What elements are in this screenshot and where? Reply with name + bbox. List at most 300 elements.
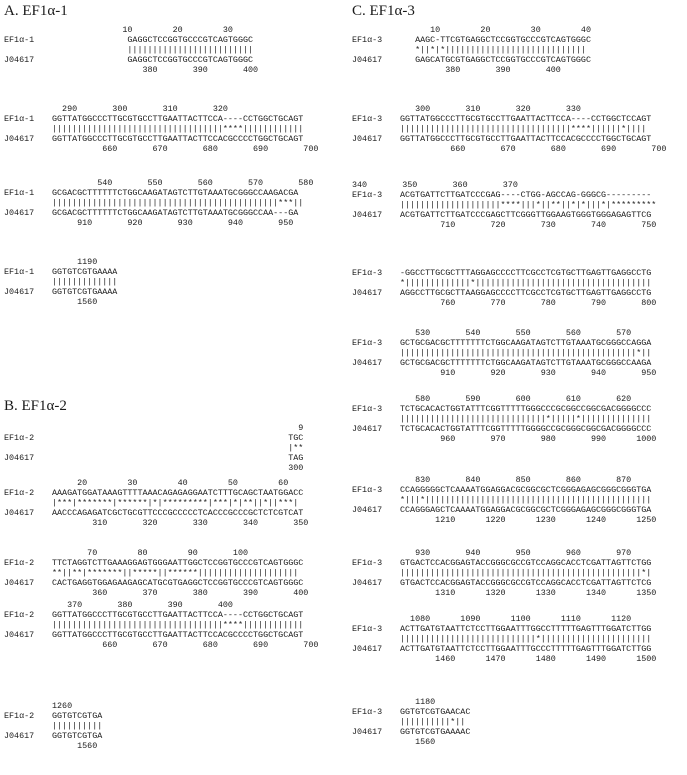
reference-sequence-label: J04617 xyxy=(4,208,35,218)
reference-sequence-label: J04617 xyxy=(4,287,35,297)
reference-position-numbers: 760 770 780 790 800 xyxy=(400,298,657,308)
query-sequence: CCAGGGGGCTCAAAATGGAGGACGCGGCGCTCGGGAGAGCGGGCGGGTGA xyxy=(400,485,652,495)
reference-sequence-line xyxy=(4,731,102,741)
panel-a-block-1 xyxy=(4,25,258,75)
reference-sequence-line xyxy=(352,505,656,515)
query-position-numbers-line xyxy=(352,104,666,114)
panel-a-block-2 xyxy=(4,104,318,154)
match-line: ||||||||||||||||||||||||||||||||||****|||||||||||| xyxy=(52,620,304,630)
query-position-numbers-line xyxy=(4,178,313,188)
match-line: |||||||||||||||||||||||||||||*|||||*|||||||||||||| xyxy=(400,414,652,424)
reference-position-numbers-label xyxy=(4,518,52,528)
panel-c-block-6 xyxy=(352,394,656,444)
reference-sequence-label: J04617 xyxy=(4,578,35,588)
query-position-numbers-label xyxy=(352,25,400,35)
reference-sequence-line xyxy=(352,727,470,737)
query-position-numbers: 10 20 30 40 xyxy=(400,25,591,35)
query-sequence-line xyxy=(4,558,308,568)
reference-sequence: GAGGCTCCGGTGCCCGTCAGTGGGC xyxy=(52,55,254,65)
query-position-numbers-line xyxy=(352,394,656,404)
reference-sequence-label: J04617 xyxy=(352,134,383,144)
reference-position-numbers-line xyxy=(4,65,258,75)
query-sequence: ACGTGATTCTTGATCCCGAG----CTGG-AGCCAG-GGGCG--------- xyxy=(400,190,652,200)
match-line-line xyxy=(4,277,117,287)
reference-position-numbers-line xyxy=(352,434,656,444)
query-sequence-line xyxy=(4,114,318,124)
reference-sequence: ACTTGATGTAATTCTCCTTGGAATTTGCCCTTTTTGAGTTTGGATCTTGG xyxy=(400,644,652,654)
query-sequence: AAGC-TTCGTGAGGCTCCGGTGCCCGTCAGTGGGC xyxy=(400,35,591,45)
reference-sequence-label: J04617 xyxy=(4,731,35,741)
reference-sequence-line xyxy=(352,644,656,654)
reference-position-numbers-line xyxy=(4,144,318,154)
query-position-numbers: 9 xyxy=(52,423,304,433)
query-sequence-label: EF1α-2 xyxy=(4,558,35,568)
query-position-numbers-label xyxy=(4,423,52,433)
reference-sequence-label: J04617 xyxy=(352,505,383,515)
match-line-line xyxy=(4,443,303,453)
query-sequence: GCGACGCTTTTTTCTGGCAAGATAGTCTTGTAAATGCGGGCCAAGACGA xyxy=(52,188,299,198)
reference-position-numbers-label xyxy=(352,434,400,444)
query-position-numbers-label xyxy=(352,548,400,558)
reference-position-numbers: 1560 xyxy=(400,737,436,747)
reference-position-numbers-label xyxy=(352,588,400,598)
query-sequence-line xyxy=(352,268,656,278)
match-line-line xyxy=(352,414,656,424)
reference-position-numbers-label xyxy=(4,741,52,751)
reference-position-numbers-line xyxy=(4,640,318,650)
panel-b-block-2 xyxy=(4,478,308,528)
match-line: |***|*******|******|*|*********|***|*|**||*||***| xyxy=(52,498,299,508)
reference-position-numbers-label xyxy=(4,463,52,473)
query-position-numbers-line xyxy=(352,25,591,35)
query-sequence-line xyxy=(352,35,591,45)
reference-position-numbers-label xyxy=(352,220,400,230)
reference-sequence-label: J04617 xyxy=(4,508,35,518)
reference-sequence-line xyxy=(352,210,656,220)
reference-position-numbers: 300 xyxy=(52,463,304,473)
query-position-numbers: 1260 xyxy=(52,701,73,711)
reference-position-numbers: 1560 xyxy=(52,741,98,751)
query-position-numbers: 20 30 40 50 60 xyxy=(52,478,289,488)
reference-position-numbers: 360 370 380 390 400 xyxy=(52,588,309,598)
query-position-numbers: 540 550 560 570 580 xyxy=(52,178,314,188)
query-position-numbers: 300 310 320 330 xyxy=(400,104,581,114)
match-line: ||||||||||*|| xyxy=(400,717,466,727)
reference-position-numbers-line xyxy=(352,220,656,230)
reference-sequence-line xyxy=(352,358,656,368)
reference-position-numbers: 660 670 680 690 700 xyxy=(400,144,667,154)
query-sequence-label: EF1α-3 xyxy=(352,114,383,124)
reference-position-numbers-label xyxy=(352,515,400,525)
query-position-numbers-label xyxy=(4,600,52,610)
query-position-numbers: 70 80 90 100 xyxy=(52,548,249,558)
query-sequence-label: EF1α-3 xyxy=(352,35,383,45)
reference-position-numbers-line xyxy=(4,741,102,751)
reference-sequence-line xyxy=(352,134,666,144)
query-sequence: GAGGCTCCGGTGCCCGTCAGTGGGC xyxy=(52,35,254,45)
match-line-label xyxy=(352,495,400,505)
reference-position-numbers-label xyxy=(352,737,400,747)
reference-position-numbers-line xyxy=(352,368,656,378)
query-position-numbers-label xyxy=(352,328,400,338)
query-position-numbers-line xyxy=(4,478,308,488)
query-position-numbers-label xyxy=(4,257,52,267)
reference-sequence-label: J04617 xyxy=(352,358,383,368)
reference-sequence: GGTTATGGCCCTTGCGTGCCTTGAATTACTTCCACGCCCCTGGCTGCAGT xyxy=(52,630,304,640)
panel-c-block-4 xyxy=(352,268,656,308)
query-position-numbers-line xyxy=(4,104,318,114)
reference-sequence-line xyxy=(4,630,318,640)
query-sequence: GGTTATGGCCCTTGCGTGCCTTGAATTACTTCCA----CCTGGCTGCAGT xyxy=(52,114,304,124)
reference-sequence: CACTGAGGTGGAGAAGAGCATGCGTGAGGCTCCGGTGCCCGTCAGTGGGC xyxy=(52,578,304,588)
query-sequence-line xyxy=(4,488,308,498)
match-line-label xyxy=(352,45,400,55)
match-line-label xyxy=(4,498,52,508)
match-line-line xyxy=(4,198,313,208)
query-sequence: GTGACTCCACGGAGTACCGGGCGCCGTCCAGGCACCTCGATTAGTTCTGG xyxy=(400,558,652,568)
query-position-numbers: 580 590 600 610 620 xyxy=(400,394,632,404)
match-line-line xyxy=(352,634,656,644)
query-position-numbers-line xyxy=(352,328,656,338)
panel-c-block-7 xyxy=(352,475,656,525)
query-sequence: ACTTGATGTAATTCTCCTTGGAATTTGGCCTTTTTGAGTTTGGATCTTGG xyxy=(400,624,652,634)
match-line: *||*|*|||||||||||||||||||||||||||| xyxy=(400,45,586,55)
match-line-label xyxy=(352,717,400,727)
panel-c-title: C. EF1α-3 xyxy=(352,3,415,19)
query-sequence-label: EF1α-3 xyxy=(352,338,383,348)
query-position-numbers: 830 840 850 860 870 xyxy=(400,475,632,485)
query-sequence-label: EF1α-1 xyxy=(4,35,35,45)
reference-sequence-label: J04617 xyxy=(4,453,35,463)
query-position-numbers: 1190 xyxy=(52,257,98,267)
query-position-numbers-label xyxy=(4,104,52,114)
match-line-label xyxy=(4,620,52,630)
query-position-numbers-label xyxy=(352,614,400,624)
reference-position-numbers-line xyxy=(352,515,656,525)
reference-position-numbers-label xyxy=(4,144,52,154)
reference-sequence-line xyxy=(352,288,656,298)
query-position-numbers: 290 300 310 320 xyxy=(52,104,228,114)
reference-sequence: AGGCCTTGCGCTTAAGGAGCCCCTTCGCCTCGTGCTTGAGTTGAGGCCTG xyxy=(400,288,652,298)
match-line-line xyxy=(4,721,102,731)
query-sequence: TGC xyxy=(52,433,304,443)
reference-position-numbers-label xyxy=(352,144,400,154)
match-line-label xyxy=(352,414,400,424)
reference-sequence: AACCCAGAGATCGCTGCGTTCCCGCCCCCTCACCCGCCCGCTCTCGTCAT xyxy=(52,508,304,518)
reference-sequence: TAG xyxy=(52,453,304,463)
match-line-label xyxy=(352,634,400,644)
match-line-label xyxy=(4,45,52,55)
reference-position-numbers: 910 920 930 940 950 xyxy=(400,368,657,378)
reference-position-numbers-line xyxy=(4,518,308,528)
query-sequence-line xyxy=(4,711,102,721)
query-position-numbers-label xyxy=(352,394,400,404)
match-line: |||||||||||||||||||||||||||||||||||||||||||||***|| xyxy=(52,198,304,208)
reference-position-numbers-line xyxy=(352,144,666,154)
reference-sequence: GTGACTCCACGGAGTACCGGGCGCCGTCCAGGCACCTCGATTAGTTCTCG xyxy=(400,578,652,588)
reference-position-numbers: 660 670 680 690 700 xyxy=(52,640,319,650)
match-line-line xyxy=(352,717,470,727)
query-sequence-label: EF1α-3 xyxy=(352,707,383,717)
reference-position-numbers-line xyxy=(4,297,117,307)
match-line-label xyxy=(4,721,52,731)
reference-position-numbers: 960 970 980 990 1000 xyxy=(400,434,657,444)
match-line: **||**|*******||*****||******|||||||||||||||||||| xyxy=(52,568,299,578)
query-sequence: -GGCCTTGCGCTTTAGGAGCCCCTTCGCCTCGTGCTTGAGTTGAGGCCTG xyxy=(400,268,652,278)
query-sequence-line xyxy=(352,558,656,568)
reference-sequence: GGTTATGGCCCTTGCGTGCCTTGAATTACTTCCACGCCCCTGGCTGCAGT xyxy=(400,134,652,144)
panel-b-block-4 xyxy=(4,600,318,650)
reference-position-numbers: 1560 xyxy=(52,297,98,307)
match-line-line xyxy=(352,200,656,210)
query-position-numbers-label xyxy=(4,478,52,488)
match-line: *|||||||||||||*||||||||||||||||||||||||||||||||||| xyxy=(400,278,652,288)
reference-sequence-label: J04617 xyxy=(4,134,35,144)
match-line: *|||*||||||||||||||||||||||||||||||||||||||||||||| xyxy=(400,495,652,505)
reference-position-numbers-label xyxy=(352,298,400,308)
query-sequence-label: EF1α-2 xyxy=(4,711,35,721)
reference-position-numbers-line xyxy=(352,588,656,598)
reference-sequence: TCTGCACACTGGTATTTCGGTTTTTGGGGCCGCGGGCGGCGACGGGGCCC xyxy=(400,424,652,434)
reference-sequence-label: J04617 xyxy=(352,727,383,737)
query-position-numbers-line xyxy=(4,548,308,558)
query-sequence-label: EF1α-3 xyxy=(352,190,383,200)
query-sequence: GGTTATGGCCCTTGCGTGCCTTGAATTACTTCCA----CCTGGCTGCAGT xyxy=(52,610,304,620)
reference-position-numbers-label xyxy=(352,368,400,378)
query-position-numbers: 530 540 550 560 570 xyxy=(400,328,632,338)
match-line-label xyxy=(352,348,400,358)
match-line: |||||||||||||||||||||||||||||||||||||||||||||||*|| xyxy=(400,348,652,358)
match-line-label xyxy=(352,568,400,578)
match-line-label xyxy=(4,124,52,134)
query-position-numbers: 10 20 30 xyxy=(52,25,233,35)
query-position-numbers-line xyxy=(4,25,258,35)
reference-sequence-label: J04617 xyxy=(352,55,383,65)
query-position-numbers: 370 380 390 400 xyxy=(52,600,233,610)
query-sequence-line xyxy=(4,267,117,277)
reference-position-numbers: 1310 1320 1330 1340 1350 xyxy=(400,588,657,598)
reference-position-numbers: 310 320 330 340 350 xyxy=(52,518,309,528)
match-line-line xyxy=(352,568,656,578)
query-position-numbers: 1080 1090 1100 1110 1120 xyxy=(400,614,632,624)
reference-sequence: CCAGGGAGCTCAAAATGGAGGACGCGGCGCTCGGGAGAGCGGGCGGGTGA xyxy=(400,505,652,515)
reference-sequence-line xyxy=(4,578,308,588)
reference-position-numbers-line xyxy=(4,463,303,473)
reference-sequence-line xyxy=(4,453,303,463)
reference-sequence: GGTGTCGTGAAAA xyxy=(52,287,118,297)
reference-sequence-label: J04617 xyxy=(352,424,383,434)
reference-sequence-line xyxy=(4,55,258,65)
reference-sequence: GGTGTCGTGAAAAC xyxy=(400,727,471,737)
reference-position-numbers-line xyxy=(352,737,470,747)
match-line: ||||||||||||||||||||||||||||||||||||||||||||||||*| xyxy=(400,568,652,578)
query-sequence-label: EF1α-2 xyxy=(4,433,35,443)
reference-position-numbers: 710 720 730 740 750 xyxy=(400,220,657,230)
match-line-label xyxy=(4,277,52,287)
query-sequence-label: EF1α-1 xyxy=(4,114,35,124)
query-position-numbers-line xyxy=(4,257,117,267)
match-line-line xyxy=(4,498,308,508)
reference-position-numbers-label xyxy=(4,218,52,228)
query-position-numbers-line xyxy=(352,548,656,558)
query-sequence-label: EF1α-3 xyxy=(352,624,383,634)
reference-sequence-label: J04617 xyxy=(4,630,35,640)
reference-sequence-label: J04617 xyxy=(352,644,383,654)
reference-sequence: GGTGTCGTGA xyxy=(52,731,103,741)
reference-position-numbers-label xyxy=(4,640,52,650)
panel-b-block-5 xyxy=(4,701,102,751)
match-line-line xyxy=(352,124,666,134)
panel-c-block-9 xyxy=(352,614,656,664)
query-sequence-label: EF1α-1 xyxy=(4,267,35,277)
match-line: |** xyxy=(52,443,304,453)
query-position-numbers-line xyxy=(352,614,656,624)
reference-sequence-line xyxy=(352,424,656,434)
query-position-numbers-label xyxy=(4,701,52,711)
reference-sequence-label: J04617 xyxy=(352,210,383,220)
panel-c-block-2 xyxy=(352,104,666,154)
query-sequence: TCTGCACACTGGTATTTCGGTTTTTGGGCCCGCGGCCGGCGACGGGGCCC xyxy=(400,404,652,414)
reference-sequence-line xyxy=(4,134,318,144)
match-line-label xyxy=(352,278,400,288)
query-sequence-label: EF1α-2 xyxy=(4,488,35,498)
panel-c-block-3 xyxy=(352,180,656,230)
query-position-numbers-line xyxy=(4,701,102,711)
query-sequence-line xyxy=(4,610,318,620)
match-line-line xyxy=(352,278,656,288)
query-sequence-line xyxy=(4,188,313,198)
query-position-numbers: 1180 xyxy=(400,697,436,707)
reference-sequence: GGTTATGGCCCTTGCGTGCCTTGAATTACTTCCACGCCCCTGGCTGCAGT xyxy=(52,134,304,144)
panel-a-title: A. EF1α-1 xyxy=(4,3,68,19)
reference-position-numbers: 1210 1220 1230 1240 1250 xyxy=(400,515,657,525)
reference-position-numbers-line xyxy=(352,65,591,75)
query-position-numbers-line xyxy=(352,475,656,485)
query-sequence-line xyxy=(352,707,470,717)
query-sequence-line xyxy=(352,624,656,634)
reference-sequence: GAGCATGCGTGAGGCTCCGGTGCCCGTCAGTGGGC xyxy=(400,55,591,65)
query-sequence: TTCTAGGTCTTGAAAGGAGTGGGAATTGGCTCCGGTGCCCGTCAGTGGGC xyxy=(52,558,304,568)
reference-position-numbers-line xyxy=(352,654,656,664)
match-line-line xyxy=(4,124,318,134)
reference-position-numbers: 910 920 930 940 950 xyxy=(52,218,294,228)
match-line-line xyxy=(352,45,591,55)
reference-sequence-line xyxy=(352,578,656,588)
match-line-label xyxy=(4,198,52,208)
query-position-numbers-label xyxy=(4,548,52,558)
panel-b-block-3 xyxy=(4,548,308,598)
reference-sequence-line xyxy=(352,55,591,65)
reference-position-numbers-label xyxy=(4,297,52,307)
query-sequence: GGTGTCGTGAAAA xyxy=(52,267,118,277)
match-line-label xyxy=(4,568,52,578)
query-sequence: GCTGCGACGCTTTTTTTCTGGCAAGATAGTCTTGTAAATGCGGGCCAGGA xyxy=(400,338,652,348)
query-position-numbers-label xyxy=(352,104,400,114)
query-sequence-line xyxy=(352,190,656,200)
query-sequence-label: EF1α-3 xyxy=(352,558,383,568)
panel-b-block-1 xyxy=(4,423,303,473)
query-sequence-label: EF1α-3 xyxy=(352,268,383,278)
query-sequence-label: EF1α-3 xyxy=(352,404,383,414)
panel-c-block-5 xyxy=(352,328,656,378)
reference-sequence-label: J04617 xyxy=(352,288,383,298)
query-sequence-line xyxy=(352,404,656,414)
match-line: ||||||||||||| xyxy=(52,277,118,287)
query-sequence-line xyxy=(352,338,656,348)
match-line-line xyxy=(352,495,656,505)
match-line-line xyxy=(4,45,258,55)
query-sequence: AAAGATGGATAAAGTTTTAAACAGAGAGGAATCTTTGCAGCTAATGGACC xyxy=(52,488,304,498)
query-sequence-label: EF1α-3 xyxy=(352,485,383,495)
query-sequence-line xyxy=(4,35,258,45)
query-sequence-line xyxy=(352,114,666,124)
reference-sequence: ACGTGATTCTTGATCCCGAGCTTCGGGTTGGAAGTGGGTGGGAGAGTTCG xyxy=(400,210,652,220)
query-sequence-label: EF1α-1 xyxy=(4,188,35,198)
reference-position-numbers: 380 390 400 xyxy=(400,65,561,75)
query-position-numbers: 930 940 950 960 970 xyxy=(400,548,632,558)
match-line: |||||||||||||||||||||||||||*|||||||||||||||||||||| xyxy=(400,634,652,644)
reference-position-numbers-line xyxy=(4,218,313,228)
match-line-line xyxy=(4,568,308,578)
query-sequence-label: EF1α-2 xyxy=(4,610,35,620)
match-line: ||||||||||||||||||||****|||*||**||*|*|||*|********* xyxy=(400,200,657,210)
reference-sequence-line xyxy=(4,508,308,518)
reference-sequence-label: J04617 xyxy=(4,55,35,65)
query-position-numbers-label xyxy=(4,178,52,188)
reference-position-numbers-label xyxy=(4,588,52,598)
query-position-numbers-line xyxy=(4,423,303,433)
query-position-numbers-label xyxy=(352,475,400,485)
query-position-numbers-label xyxy=(352,697,400,707)
reference-position-numbers: 1460 1470 1480 1490 1500 xyxy=(400,654,657,664)
panel-c-block-10 xyxy=(352,697,470,747)
reference-sequence: GCGACGCTTTTTTCTGGCAAGATAGTCTTGTAAATGCGGGCCAA---GA xyxy=(52,208,299,218)
reference-position-numbers: 660 670 680 690 700 xyxy=(52,144,319,154)
reference-sequence: GCTGCGACGCTTTTTTTCTGGCAAGATAGTCTTGTAAATGCGGGCCAAGA xyxy=(400,358,652,368)
position-numbers-line xyxy=(352,180,656,190)
match-line-label xyxy=(352,124,400,134)
query-position-numbers-label xyxy=(4,25,52,35)
match-line: |||||||||| xyxy=(52,721,103,731)
panel-b-title: B. EF1α-2 xyxy=(4,398,67,414)
position-numbers: 340 350 360 370 xyxy=(352,180,518,190)
panel-c-block-8 xyxy=(352,548,656,598)
query-sequence: GGTGTCGTGAACAC xyxy=(400,707,471,717)
reference-position-numbers: 380 390 400 xyxy=(52,65,259,75)
reference-position-numbers-label xyxy=(352,654,400,664)
reference-position-numbers-label xyxy=(4,65,52,75)
match-line-line xyxy=(352,348,656,358)
reference-position-numbers-line xyxy=(4,588,308,598)
query-sequence: GGTTATGGCCCTTGCGTGCCTTGAATTACTTCCA----CCTGGCTCCAGT xyxy=(400,114,652,124)
panel-c-block-1 xyxy=(352,25,591,75)
reference-position-numbers-label xyxy=(352,65,400,75)
panel-a-block-3 xyxy=(4,178,313,228)
query-sequence-line xyxy=(352,485,656,495)
match-line-label xyxy=(352,200,400,210)
query-position-numbers-line xyxy=(4,600,318,610)
reference-sequence-line xyxy=(4,287,117,297)
match-line: ||||||||||||||||||||||||| xyxy=(52,45,254,55)
query-position-numbers-line xyxy=(352,697,470,707)
match-line: ||||||||||||||||||||||||||||||||||****||||||*|||| xyxy=(400,124,647,134)
reference-sequence-line xyxy=(4,208,313,218)
reference-position-numbers-line xyxy=(352,298,656,308)
match-line: ||||||||||||||||||||||||||||||||||****|||||||||||| xyxy=(52,124,304,134)
query-sequence: GGTGTCGTGA xyxy=(52,711,103,721)
match-line-label xyxy=(4,443,52,453)
query-sequence-line xyxy=(4,433,303,443)
